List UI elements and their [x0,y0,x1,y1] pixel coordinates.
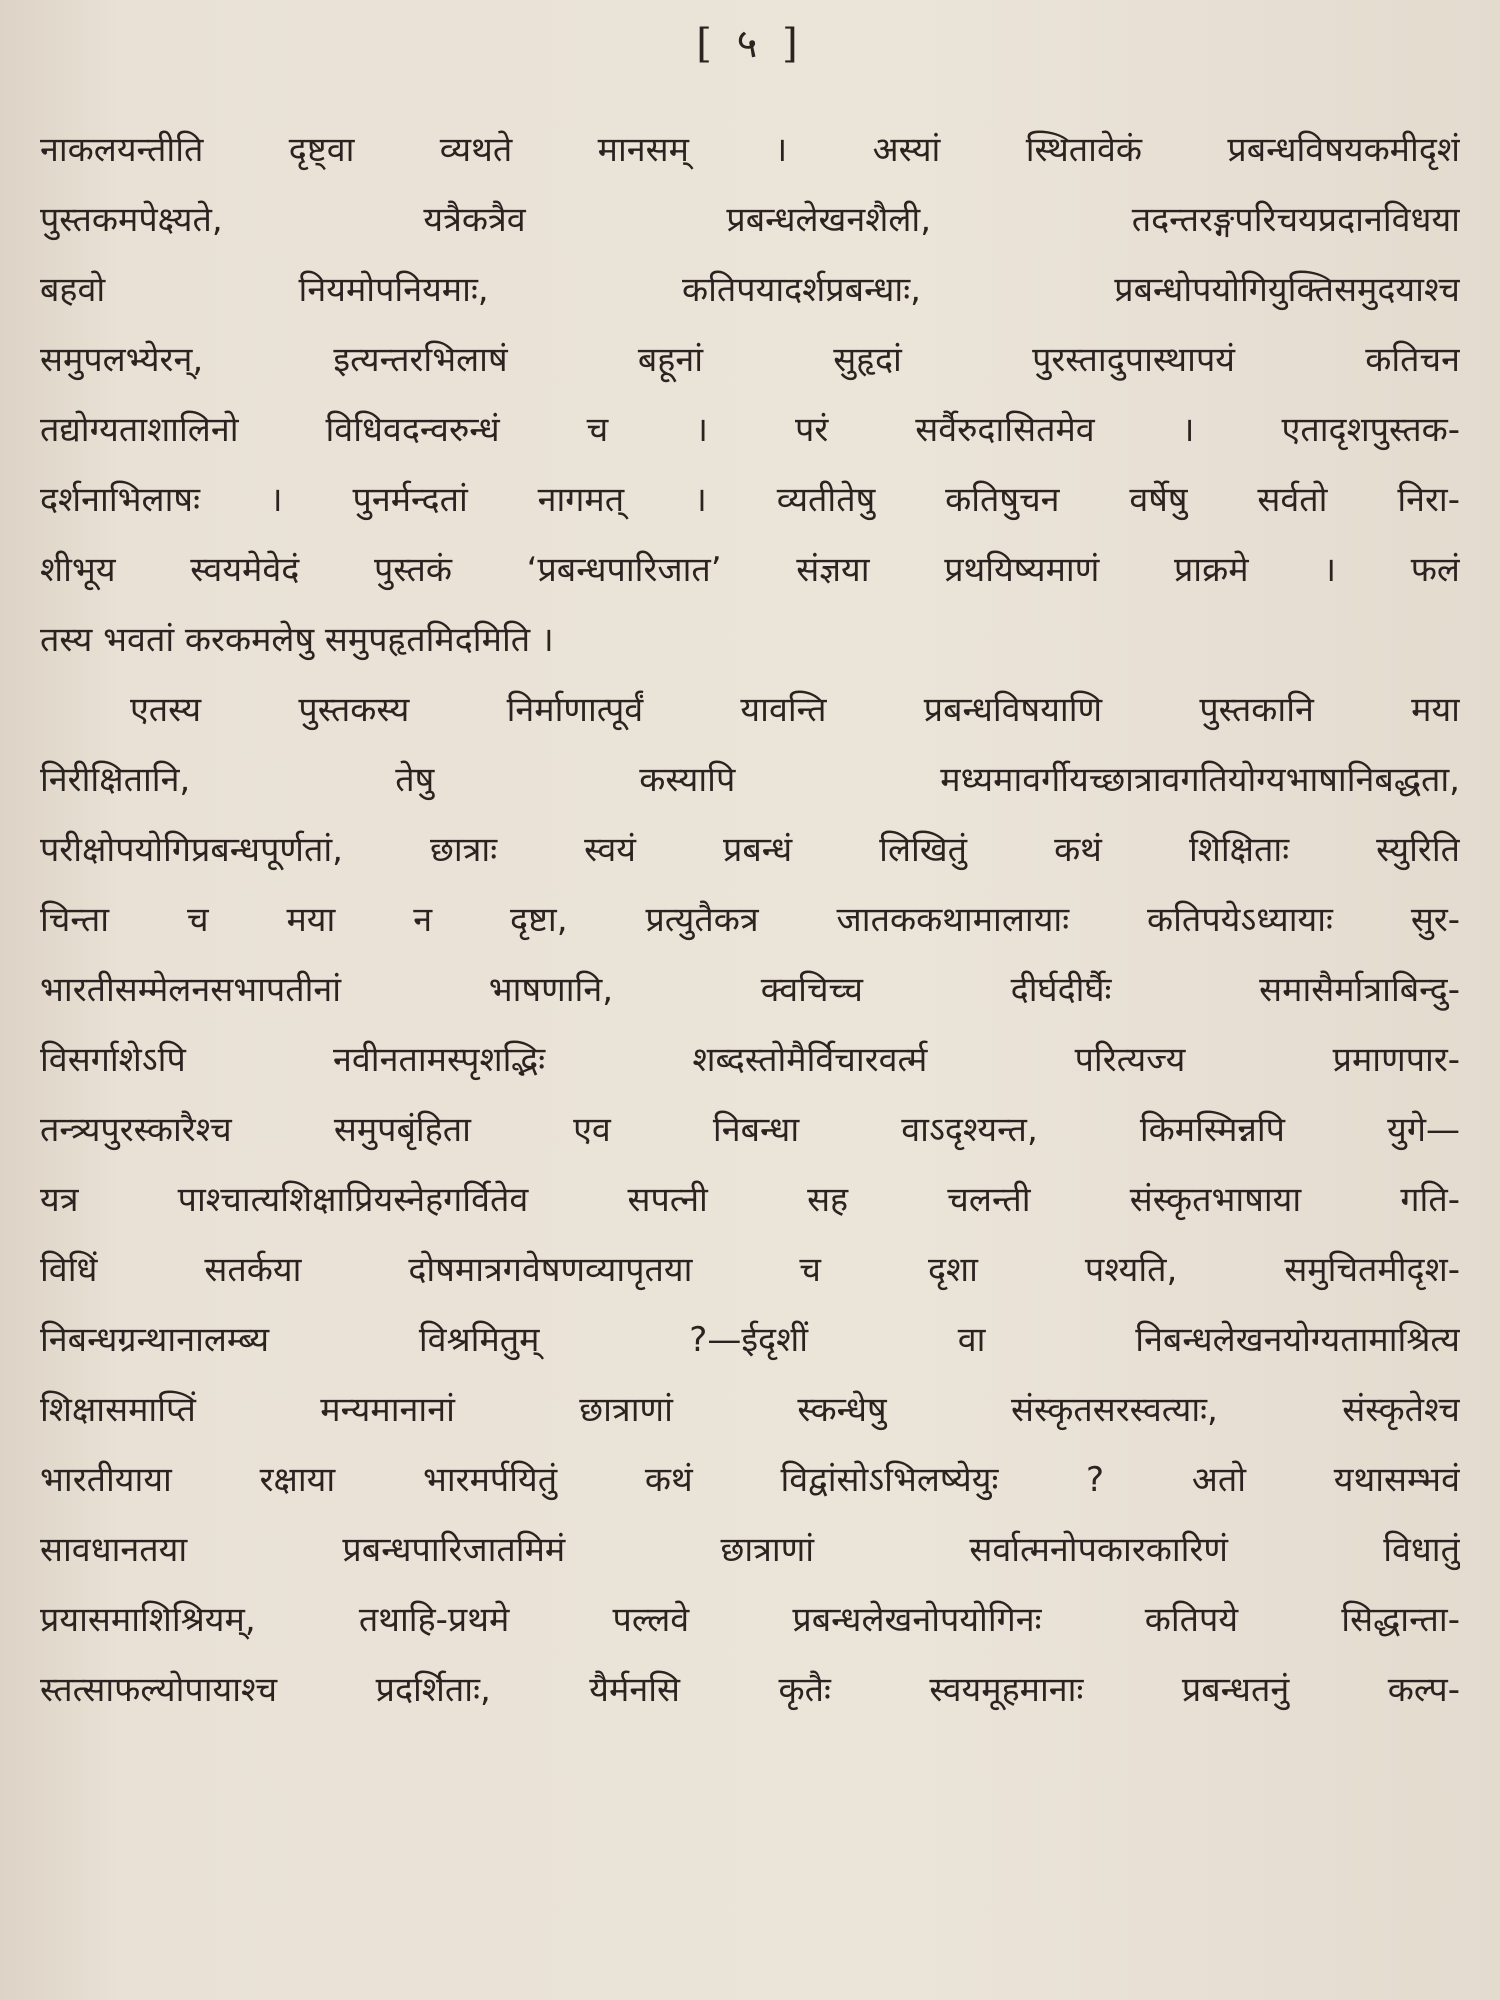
text-line: सावधानतया प्रबन्धपारिजातमिमं छात्राणां सर्वात्मनोपकारकारिणं विधातुं [40,1530,1460,1570]
text-line: यत्र पाश्चात्यशिक्षाप्रियस्नेहगर्वितेव सपत्नी सह चलन्ती संस्कृतभाषाया गति- [40,1180,1460,1220]
text-line: परीक्षोपयोगिप्रबन्धपूर्णतां, छात्राः स्वयं प्रबन्धं लिखितुं कथं शिक्षिताः स्युरिति [40,830,1460,870]
text-line: बहवो नियमोपनियमाः, कतिपयादर्शप्रबन्धाः, प्रबन्धोपयोगियुक्तिसमुदयाश्च [40,270,1460,310]
page-number: [ ५ ] [696,21,804,67]
text-line: तस्य भवतां करकमलेषु समुपहृतमिदमिति । [40,620,554,660]
paragraph-1 [40,115,1460,675]
text-line: तन्त्र्यपुरस्कारैश्च समुपबृंहिता एव निबन्धा वाऽदृश्यन्त, किमस्मिन्नपि युगे— [40,1110,1460,1150]
text-line: प्रयासमाशिश्रियम्, तथाहि-प्रथमे पल्लवे प्रबन्धलेखनोपयोगिनः कतिपये सिद्धान्ता- [40,1600,1460,1640]
text-line: निरीक्षितानि, तेषु कस्यापि मध्यमावर्गीयच्छात्रावगतियोग्यभाषानिबद्धता, [40,760,1460,800]
text-line: भारतीसम्मेलनसभापतीनां भाषणानि, क्वचिच्च दीर्घदीर्घैः समासैर्मात्राबिन्दु- [40,970,1460,1010]
text-line: निबन्धग्रन्थानालम्ब्य विश्रमितुम् ?—ईदृशीं वा निबन्धलेखनयोग्यतामाश्रित्य [40,1320,1460,1360]
text-line: पुस्तकमपेक्ष्यते, यत्रैकत्रैव प्रबन्धलेखनशैली, तदन्तरङ्गपरिचयप्रदानविधया [40,200,1460,240]
text-line: स्तत्साफल्योपायाश्च प्रदर्शिताः, यैर्मनसि कृतैः स्वयमूहमानाः प्रबन्धतनुं कल्प- [40,1670,1460,1710]
text-line: दर्शनाभिलाषः । पुनर्मन्दतां नागमत् । व्यतीतेषु कतिषुचन वर्षेषु सर्वतो निरा- [40,480,1460,520]
text-line: विधिं सतर्कया दोषमात्रगवेषणव्यापृतया च दृशा पश्यति, समुचितमीदृश- [40,1250,1460,1290]
text-line: नाकलयन्तीति दृष्ट्वा व्यथते मानसम् । अस्यां स्थितावेकं प्रबन्धविषयकमीदृशं [40,130,1460,170]
text-line: समुपलभ्येरन्, इत्यन्तरभिलाषं बहूनां सुहृदां पुरस्तादुपास्थापयं कतिचन [40,340,1460,380]
text-line: शीभूय स्वयमेवेदं पुस्तकं ‘प्रबन्धपारिजात’ संज्ञया प्रथयिष्यमाणं प्राक्रमे । फलं [40,550,1460,590]
paragraph-2 [40,675,1460,1725]
text-line: शिक्षासमाप्तिं मन्यमानानां छात्राणां स्कन्धेषु संस्कृतसरस्वत्याः, संस्कृतेश्च [40,1390,1460,1430]
text-line: विसर्गाशेऽपि नवीनतामस्पृशद्भिः शब्दस्तोमैर्विचारवर्त्म परित्यज्य प्रमाणपार- [40,1040,1460,1080]
text-line: चिन्ता च मया न दृष्टा, प्रत्युतैकत्र जातककथामालायाः कतिपयेऽध्यायाः सुर- [40,900,1460,940]
body-text [40,115,1460,1725]
text-line: भारतीयाया रक्षाया भारमर्पयितुं कथं विद्वांसोऽभिलष्येयुः ? अतो यथासम्भवं [40,1460,1460,1500]
text-line: एतस्य पुस्तकस्य निर्माणात्पूर्वं यावन्ति प्रबन्धविषयाणि पुस्तकानि मया [130,690,1460,730]
text-line: तद्योग्यताशालिनो विधिवदन्वरुन्धं च । परं सर्वैरुदासितमेव । एतादृशपुस्तक- [40,410,1460,450]
